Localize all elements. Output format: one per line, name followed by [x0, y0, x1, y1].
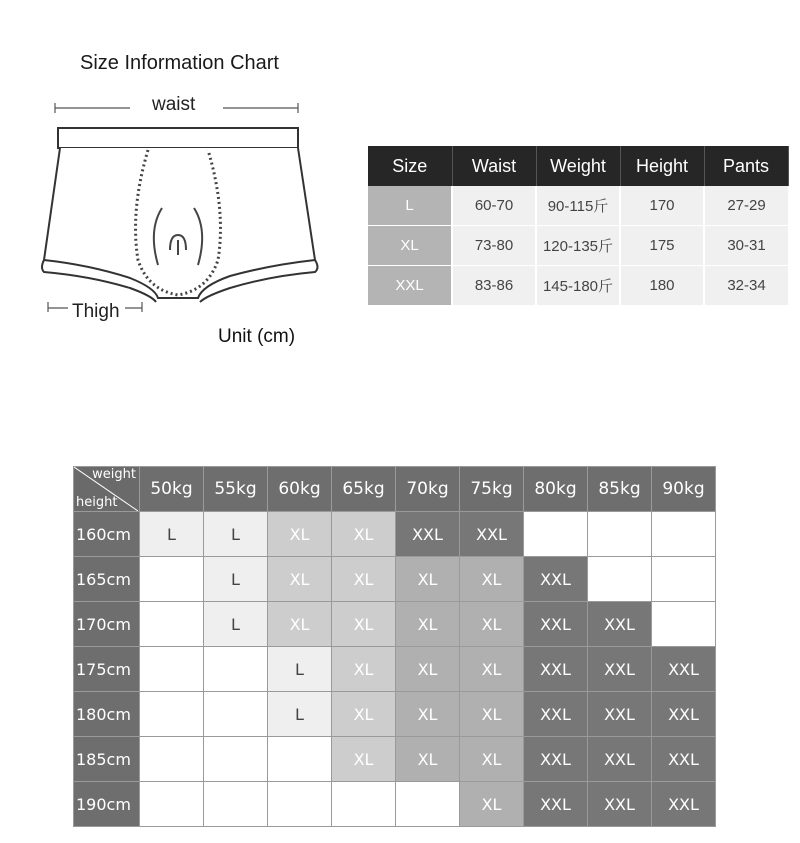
col-header: Size: [368, 146, 452, 186]
size-table: [368, 146, 789, 306]
size-table-header: [368, 146, 788, 186]
weight-header: 65kg: [332, 467, 396, 512]
size-grid-cell: L: [204, 512, 268, 557]
size-grid-cell: XXL: [460, 512, 524, 557]
size-grid-cell: XL: [332, 512, 396, 557]
grid-header-row: [74, 467, 716, 512]
weight-cell: 120-135斤: [536, 226, 620, 266]
size-grid-cell: XL: [460, 692, 524, 737]
size-grid-cell: XL: [460, 557, 524, 602]
weight-header: 55kg: [204, 467, 268, 512]
weight-header: 50kg: [140, 467, 204, 512]
size-grid-cell: L: [268, 647, 332, 692]
weight-header: 70kg: [396, 467, 460, 512]
waist-label: waist: [152, 94, 196, 115]
grid-row: [74, 602, 716, 647]
size-grid-cell: XXL: [524, 692, 588, 737]
size-grid-cell: XXL: [588, 737, 652, 782]
size-grid-cell: XL: [396, 647, 460, 692]
size-grid-cell: XXL: [524, 557, 588, 602]
size-grid-cell: [524, 512, 588, 557]
size-grid-cell: XXL: [524, 782, 588, 827]
size-grid-cell: XXL: [588, 647, 652, 692]
height-cell: 170: [620, 186, 704, 226]
col-header: Height: [620, 146, 704, 186]
weight-cell: 145-180斤: [536, 266, 620, 306]
chart-title: Size Information Chart: [80, 52, 279, 74]
waist-cell: 73-80: [452, 226, 536, 266]
size-cell: XXL: [368, 266, 452, 306]
size-grid-cell: XXL: [588, 602, 652, 647]
size-grid-cell: XL: [396, 602, 460, 647]
height-cell: 175: [620, 226, 704, 266]
size-grid-cell: L: [140, 512, 204, 557]
size-grid-cell: [140, 602, 204, 647]
size-grid-cell: XXL: [652, 782, 716, 827]
size-grid-cell: XXL: [524, 602, 588, 647]
table-row: [368, 186, 788, 226]
waist-cell: 83-86: [452, 266, 536, 306]
size-grid-cell: [396, 782, 460, 827]
height-cell: 180: [620, 266, 704, 306]
size-grid-cell: [588, 557, 652, 602]
thigh-label: Thigh: [72, 301, 120, 322]
size-grid-cell: XXL: [524, 737, 588, 782]
weight-height-grid: [73, 466, 716, 827]
size-grid-cell: XL: [460, 647, 524, 692]
size-grid-cell: [268, 737, 332, 782]
weight-header: 60kg: [268, 467, 332, 512]
grid-row: [74, 647, 716, 692]
size-grid-cell: XL: [332, 692, 396, 737]
size-grid-cell: [140, 737, 204, 782]
size-grid-cell: XL: [332, 737, 396, 782]
size-grid-cell: XXL: [588, 692, 652, 737]
col-header: Waist: [452, 146, 536, 186]
size-grid-cell: XL: [268, 557, 332, 602]
height-header: 170cm: [74, 602, 140, 647]
corner-height-label: height: [76, 495, 118, 510]
size-grid-cell: XXL: [652, 737, 716, 782]
size-grid-cell: XXL: [652, 692, 716, 737]
size-grid-cell: [652, 512, 716, 557]
size-grid-cell: [588, 512, 652, 557]
size-grid-cell: XL: [332, 602, 396, 647]
size-grid-cell: XL: [396, 692, 460, 737]
size-grid-cell: L: [204, 602, 268, 647]
waist-cell: 60-70: [452, 186, 536, 226]
size-grid-cell: [140, 782, 204, 827]
grid-row: [74, 512, 716, 557]
size-grid-cell: [204, 647, 268, 692]
pants-cell: 32-34: [704, 266, 788, 306]
briefs-diagram: [30, 90, 330, 330]
weight-header: 80kg: [524, 467, 588, 512]
height-header: 165cm: [74, 557, 140, 602]
size-grid-cell: XXL: [652, 647, 716, 692]
height-header: 180cm: [74, 692, 140, 737]
weight-header: 85kg: [588, 467, 652, 512]
height-header: 175cm: [74, 647, 140, 692]
col-header: Weight: [536, 146, 620, 186]
size-grid-cell: XL: [460, 737, 524, 782]
unit-label: Unit (cm): [218, 326, 296, 347]
size-grid-cell: L: [204, 557, 268, 602]
size-grid-cell: XL: [460, 782, 524, 827]
weight-cell: 90-115斤: [536, 186, 620, 226]
size-cell: XL: [368, 226, 452, 266]
size-grid-cell: [140, 692, 204, 737]
height-header: 160cm: [74, 512, 140, 557]
size-grid-cell: [652, 602, 716, 647]
size-grid-cell: [652, 557, 716, 602]
height-header: 190cm: [74, 782, 140, 827]
weight-header: 90kg: [652, 467, 716, 512]
table-row: [368, 266, 788, 306]
size-grid-cell: [140, 557, 204, 602]
size-grid-cell: XL: [396, 557, 460, 602]
size-grid-cell: L: [268, 692, 332, 737]
pants-cell: 30-31: [704, 226, 788, 266]
size-grid-cell: XL: [332, 647, 396, 692]
size-grid-cell: XL: [332, 557, 396, 602]
pants-cell: 27-29: [704, 186, 788, 226]
size-grid-cell: XL: [268, 602, 332, 647]
grid-row: [74, 557, 716, 602]
size-grid-cell: [140, 647, 204, 692]
size-grid-cell: XXL: [396, 512, 460, 557]
grid-row: [74, 692, 716, 737]
size-cell: L: [368, 186, 452, 226]
weight-header: 75kg: [460, 467, 524, 512]
size-grid-cell: [204, 692, 268, 737]
size-grid-cell: XL: [396, 737, 460, 782]
size-grid-cell: XL: [268, 512, 332, 557]
size-grid-cell: [204, 782, 268, 827]
size-grid-cell: XXL: [524, 647, 588, 692]
height-header: 185cm: [74, 737, 140, 782]
corner-weight-label: weight: [92, 467, 136, 482]
grid-corner: [74, 467, 140, 512]
size-grid-cell: [332, 782, 396, 827]
size-grid-cell: [268, 782, 332, 827]
size-grid-cell: XL: [460, 602, 524, 647]
grid-row: [74, 782, 716, 827]
col-header: Pants: [704, 146, 788, 186]
size-grid-cell: XXL: [588, 782, 652, 827]
table-row: [368, 226, 788, 266]
size-grid-cell: [204, 737, 268, 782]
grid-row: [74, 737, 716, 782]
